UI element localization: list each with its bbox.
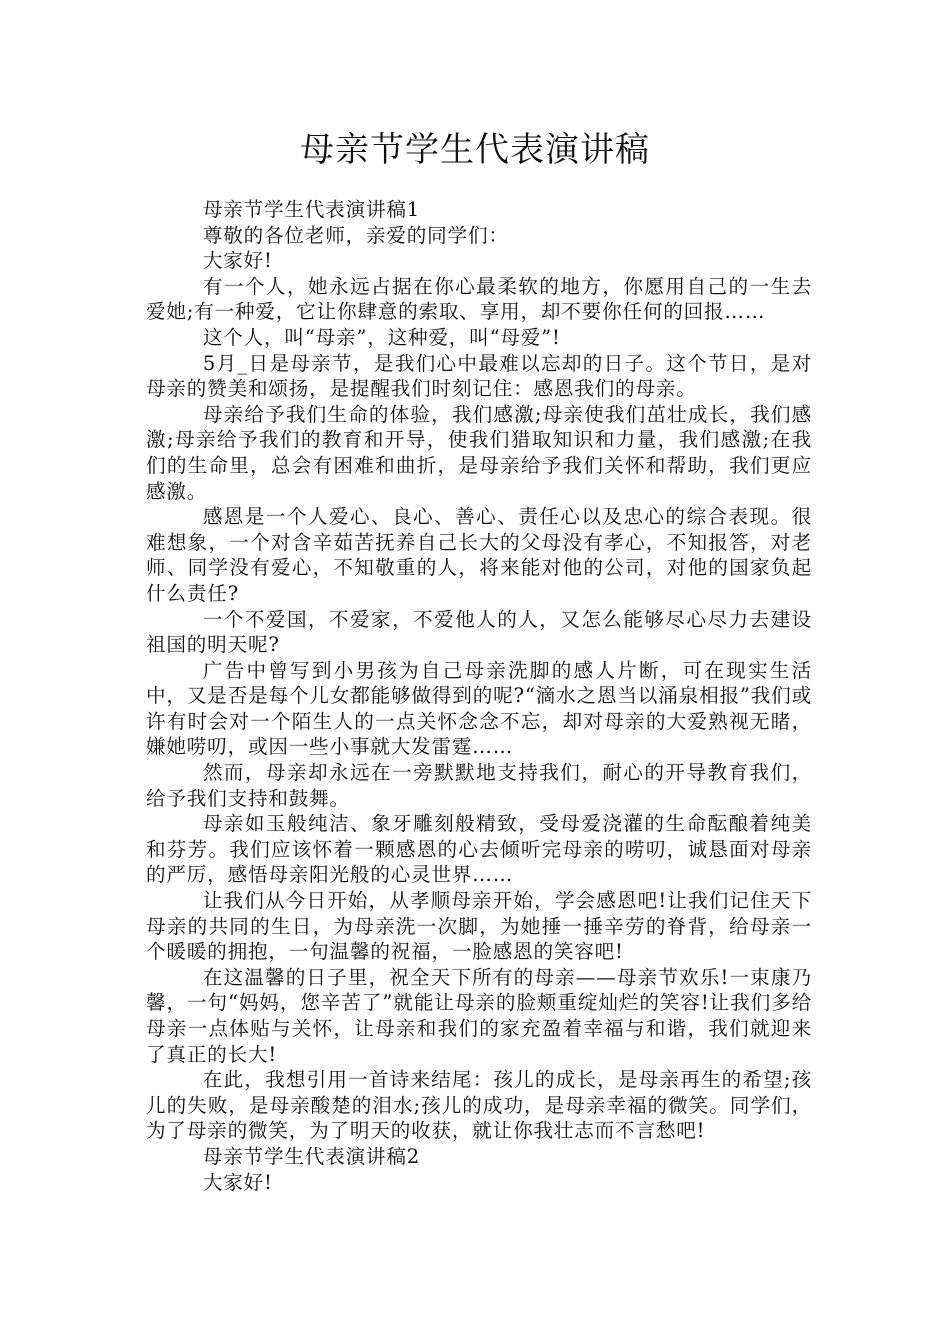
- greeting: 大家好!: [202, 1170, 273, 1194]
- greeting: 大家好!: [202, 249, 273, 273]
- paragraph: 母亲如玉般纯洁、象牙雕刻般精致，受母爱浇灌的生命酝酿着纯美和芬芳。我们应该怀着一颗感恩的心去倾听完母亲的唠叨，诚恳面对母亲的严厉，感悟母亲阳光般的心灵世界……: [146, 812, 812, 887]
- paragraph: 在这温馨的日子里，祝全天下所有的母亲——母亲节欢乐!一束康乃馨，一句“妈妈，您辛苦了”就能让母亲的脸颊重绽灿烂的笑容!让我们多给母亲一点体贴与关怀，让母亲和我们的家充盈着幸福与和谐，我们就迎来了真正的长大!: [146, 965, 812, 1066]
- document-body: [146, 197, 812, 1195]
- paragraph: 让我们从今日开始，从孝顺母亲开始，学会感恩吧!让我们记住天下母亲的共同的生日，为母亲洗一次脚，为她捶一捶辛劳的脊背，给母亲一个暖暖的拥抱，一句温馨的祝福，一脸感恩的笑容吧!: [146, 889, 812, 964]
- paragraph: 广告中曾写到小男孩为自己母亲洗脚的感人片断，可在现实生活中，又是否是每个儿女都能够做得到的呢?“滴水之恩当以涌泉相报”我们或许有时会对一个陌生人的一点关怀念念不忘，却对母亲的大爱熟视无睹，嫌她唠叨，或因一些小事就大发雷霆……: [146, 658, 812, 759]
- paragraph: 然而，母亲却永远在一旁默默地支持我们，耐心的开导教育我们，给予我们支持和鼓舞。: [146, 761, 812, 810]
- paragraph: 有一个人，她永远占据在你心最柔软的地方，你愿用自己的一生去爱她;有一种爱，它让你肆意的索取、享用，却不要你任何的回报……: [146, 274, 812, 324]
- paragraph: 在此，我想引用一首诗来结尾：孩儿的成长，是母亲再生的希望;孩儿的失败，是母亲酸楚的泪水;孩儿的成功，是母亲幸福的微笑。同学们，为了母亲的微笑，为了明天的收获，就让你我壮志而不言愁吧!: [146, 1068, 812, 1143]
- paragraph: 母亲给予我们生命的体验，我们感激;母亲使我们茁壮成长，我们感激;母亲给予我们的教育和开导，使我们猎取知识和力量，我们感激;在我们的生命里，总会有困难和曲折，是母亲给予我们关怀和帮助，我们更应感激。: [146, 402, 812, 503]
- salutation: 尊敬的各位老师，亲爱的同学们：: [202, 223, 509, 247]
- paragraph: 一个不爱国，不爱家，不爱他人的人，又怎么能够尽心尽力去建设祖国的明天呢?: [146, 607, 812, 657]
- paragraph: 感恩是一个人爱心、良心、善心、责任心以及忠心的综合表现。很难想象，一个对含辛茹苦抚养自己长大的父母没有孝心，不知报答，对老师、同学没有爱心，不知敬重的人，将来能对他的公司，对他的国家负起什么责任?: [146, 505, 812, 605]
- section-heading: 母亲节学生代表演讲稿2: [202, 1144, 421, 1168]
- paragraph: 这个人，叫“母亲”，这种爱，叫“母爱”!: [202, 325, 561, 349]
- section-heading: 母亲节学生代表演讲稿1: [202, 198, 421, 221]
- document-title: 母亲节学生代表演讲稿: [300, 130, 650, 170]
- paragraph: 5月_日是母亲节，是我们心中最难以忘却的日子。这个节日，是对母亲的赞美和颂扬，是提醒我们时刻记住：感恩我们的母亲。: [146, 351, 812, 401]
